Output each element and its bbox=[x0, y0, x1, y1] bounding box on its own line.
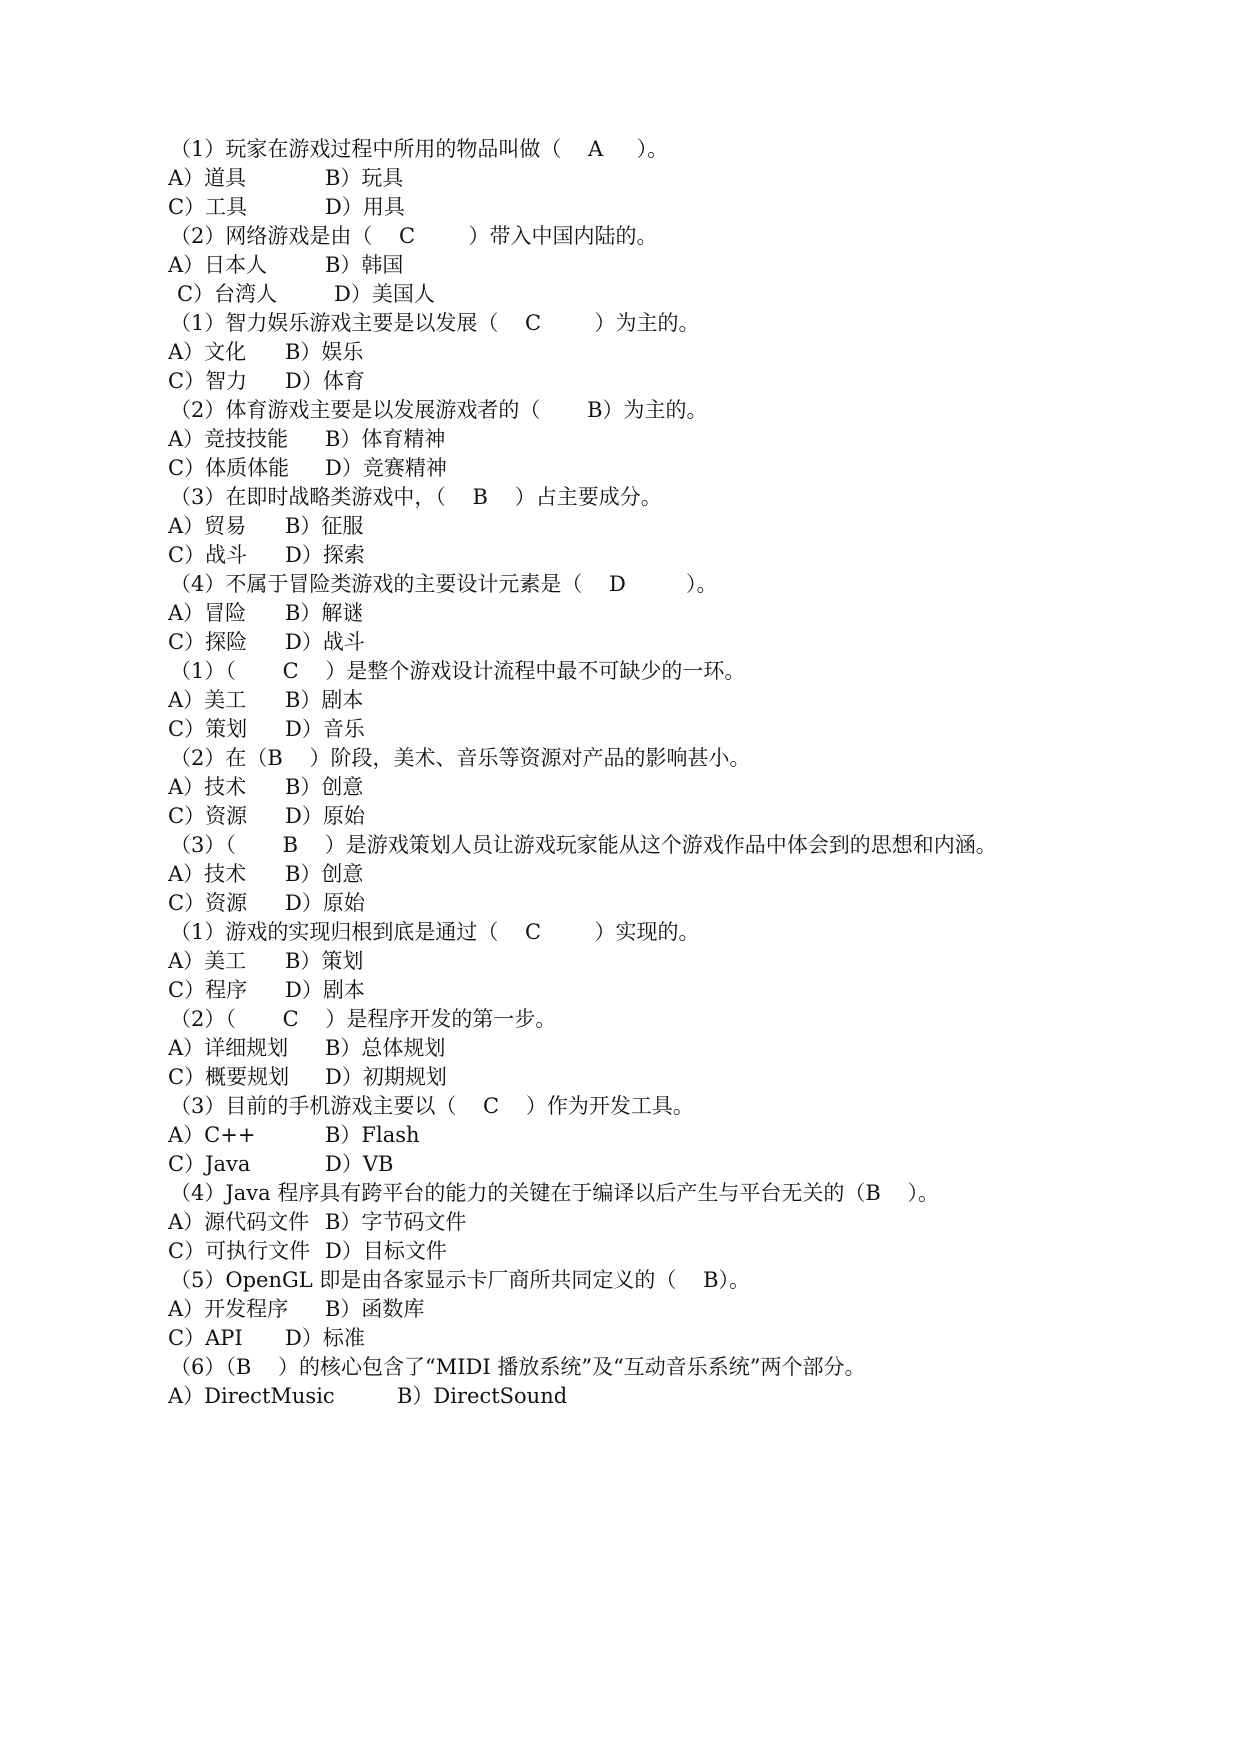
question-line: （3）目前的手机游戏主要以（ C ）作为开发工具。 bbox=[170, 1094, 694, 1118]
option-line: C）探险 bbox=[168, 630, 248, 654]
option-line: A）DirectMusic bbox=[168, 1384, 335, 1408]
option-line: B）解谜 bbox=[285, 601, 364, 625]
option-line: D）原始 bbox=[285, 891, 365, 915]
option-line: A）日本人 bbox=[168, 253, 268, 277]
option-line: C）可执行文件 bbox=[168, 1239, 311, 1263]
option-line: C）体质体能 bbox=[168, 456, 290, 480]
option-line: B）总体规划 bbox=[325, 1036, 446, 1060]
option-line: B）玩具 bbox=[325, 166, 404, 190]
option-line: B）征服 bbox=[285, 514, 364, 538]
option-line: C）智力 bbox=[168, 369, 248, 393]
option-line: B）策划 bbox=[285, 949, 364, 973]
option-line: A）源代码文件 bbox=[168, 1210, 310, 1234]
option-line: C）资源 bbox=[168, 804, 248, 828]
option-line: D）初期规划 bbox=[325, 1065, 447, 1089]
option-line: D）竞赛精神 bbox=[325, 456, 447, 480]
option-line: B）Flash bbox=[325, 1123, 420, 1147]
question-line: （4）Java 程序具有跨平台的能力的关键在于编译以后产生与平台无关的（B ）。 bbox=[170, 1181, 939, 1205]
option-line: D）战斗 bbox=[285, 630, 365, 654]
option-line: C）策划 bbox=[168, 717, 248, 741]
option-line: D）目标文件 bbox=[325, 1239, 447, 1263]
option-line: A）技术 bbox=[168, 775, 247, 799]
option-line: D）用具 bbox=[325, 195, 405, 219]
option-line: D）音乐 bbox=[285, 717, 365, 741]
question-line: （5）OpenGL 即是由各家显示卡厂商所共同定义的（ B）。 bbox=[170, 1268, 751, 1292]
option-line: D）探索 bbox=[285, 543, 365, 567]
option-line: C）工具 bbox=[168, 195, 248, 219]
option-line: B）函数库 bbox=[325, 1297, 425, 1321]
option-line: A）文化 bbox=[168, 340, 247, 364]
option-line: D）原始 bbox=[285, 804, 365, 828]
option-line: A）详细规划 bbox=[168, 1036, 289, 1060]
option-line: B）剧本 bbox=[285, 688, 364, 712]
option-line: A）美工 bbox=[168, 949, 247, 973]
option-line: B）创意 bbox=[285, 775, 364, 799]
question-line: （3）在即时战略类游戏中，（ B ）占主要成分。 bbox=[170, 485, 662, 509]
option-line: C）程序 bbox=[168, 978, 248, 1002]
option-line: D）标准 bbox=[285, 1326, 365, 1350]
question-line: （1）（ C ）是整个游戏设计流程中最不可缺少的一环。 bbox=[170, 659, 746, 683]
option-line: A）技术 bbox=[168, 862, 247, 886]
question-line: （4）不属于冒险类游戏的主要设计元素是（ D ）。 bbox=[170, 572, 718, 596]
option-line: A）C++ bbox=[168, 1123, 256, 1147]
question-line: （2）（ C ）是程序开发的第一步。 bbox=[170, 1007, 557, 1031]
question-line: （6）（B ）的核心包含了“MIDI 播放系统”及“互动音乐系统”两个部分。 bbox=[170, 1355, 866, 1379]
option-line: B）字节码文件 bbox=[325, 1210, 467, 1234]
option-line: C）Java bbox=[168, 1152, 251, 1176]
option-line: A）道具 bbox=[168, 166, 247, 190]
question-line: （2）体育游戏主要是以发展游戏者的（ B）为主的。 bbox=[170, 398, 708, 422]
question-line: （1）游戏的实现归根到底是通过（ C ）实现的。 bbox=[170, 920, 700, 944]
option-line: A）竞技技能 bbox=[168, 427, 289, 451]
option-line: D）剧本 bbox=[285, 978, 365, 1002]
option-line: A）贸易 bbox=[168, 514, 247, 538]
option-line: C）台湾人 bbox=[177, 282, 278, 306]
option-line: B）韩国 bbox=[325, 253, 404, 277]
option-line: B）体育精神 bbox=[325, 427, 446, 451]
option-line: B）娱乐 bbox=[285, 340, 364, 364]
option-line: C）战斗 bbox=[168, 543, 248, 567]
option-line: D）美国人 bbox=[334, 282, 435, 306]
option-line: A）美工 bbox=[168, 688, 247, 712]
option-line: D）VB bbox=[325, 1152, 394, 1176]
option-line: A）冒险 bbox=[168, 601, 247, 625]
question-line: （2）在（B ）阶段，美术、音乐等资源对产品的影响甚小。 bbox=[170, 746, 751, 770]
question-line: （1）智力娱乐游戏主要是以发展（ C ）为主的。 bbox=[170, 311, 700, 335]
question-line: （3）（ B ）是游戏策划人员让游戏玩家能从这个游戏作品中体会到的思想和内涵。 bbox=[170, 833, 997, 857]
option-line: C）API bbox=[168, 1326, 243, 1350]
option-line: B）创意 bbox=[285, 862, 364, 886]
question-line: （2）网络游戏是由（ C ）带入中国内陆的。 bbox=[170, 224, 658, 248]
option-line: C）资源 bbox=[168, 891, 248, 915]
option-line: A）开发程序 bbox=[168, 1297, 289, 1321]
option-line: B）DirectSound bbox=[397, 1384, 568, 1408]
option-line: D）体育 bbox=[285, 369, 365, 393]
option-line: C）概要规划 bbox=[168, 1065, 290, 1089]
question-line: （1）玩家在游戏过程中所用的物品叫做（ A ）。 bbox=[170, 137, 669, 161]
